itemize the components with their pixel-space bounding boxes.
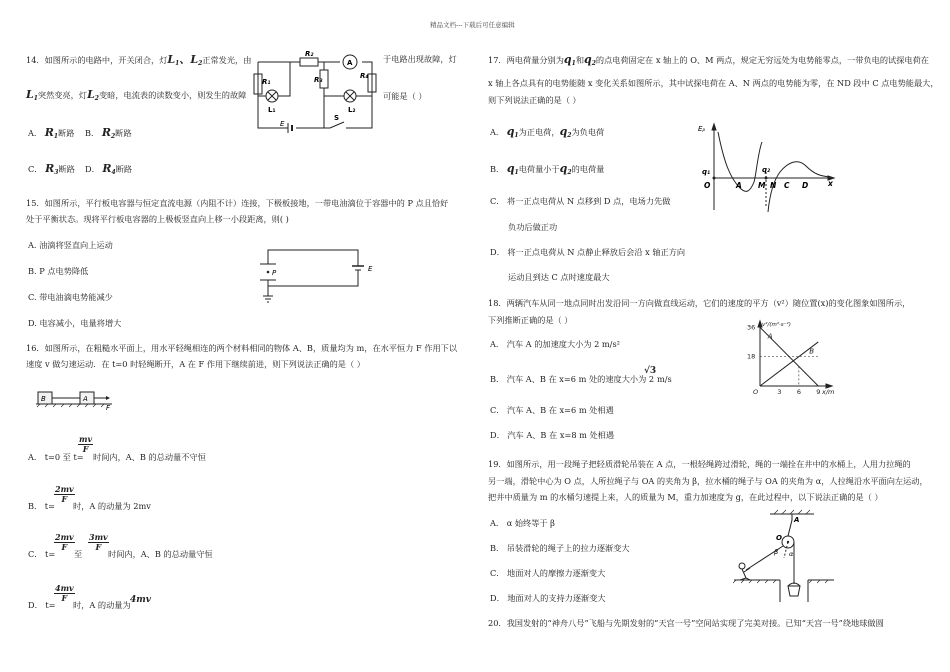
q17-option-a: A． $q_1$为正电荷，$q_2$为负电荷	[490, 125, 605, 139]
q15-option-d: D. 电容减小，电量将增大	[28, 318, 122, 328]
q16-option-c-mid: 至	[74, 549, 83, 559]
fig-label-e-15: E	[368, 265, 373, 273]
fig-label-b: B	[41, 395, 46, 403]
q16-option-a: A． t=0 至 t=	[28, 452, 84, 462]
q14-option-a: A． $R_1$断路	[28, 126, 75, 140]
q16-option-d-text: 时，A 的动量为	[73, 600, 131, 610]
fig-label-m: M	[758, 181, 766, 190]
series-label-a: A	[767, 332, 773, 341]
fig-label-r3: R₃	[314, 76, 323, 84]
q16-option-b-fraction: $\frac{2mv}{F}$	[55, 484, 74, 504]
fig-label-r4: R₄	[360, 72, 369, 80]
fig-label-l1: L₁	[268, 106, 276, 114]
q16-option-d: D． t=	[28, 600, 56, 610]
x-axis-label: x/m	[822, 388, 835, 396]
q17-option-c-line2: 负功后做正功	[508, 222, 558, 232]
q16-option-d-fraction: $\frac{4mv}{F}$	[55, 583, 74, 603]
q16-option-a-text: 时间内，A、B 的总动量不守恒	[93, 452, 206, 462]
q16-option-c-text: 时间内，A、B 的总动量守恒	[108, 549, 213, 559]
fig-label-p: P	[272, 269, 277, 277]
q14-line1: 14．如图所示的电路中，开关闭合，灯$L_1$、$L_2$正常发光，由	[26, 53, 252, 67]
q17-option-b: B． $q_1$电荷量小于$q_2$的电荷量	[490, 162, 605, 176]
fig-label-c: C	[784, 181, 790, 190]
q17-option-c-line1: C． 将一正点电荷从 N 点移到 D 点，电场力先做	[490, 196, 671, 206]
fig-label-a: A	[83, 395, 88, 403]
fig-label-d: D	[802, 181, 809, 190]
q19-line2: 另一端，滑轮中心为 O 点，人所拉绳子与 OA 的夹角为 β，拉水桶的绳子与 OA 的夹角为 α，人拉绳沿水平面向左运动，	[488, 476, 928, 486]
fig-label-l2: L₂	[348, 106, 356, 114]
q19-pulley-diagram	[730, 508, 840, 604]
page-header: 精品文档---下载后可任意编辑	[430, 21, 515, 29]
q18-line2: 下列推断正确的是（ ）	[488, 315, 573, 325]
q18-option-c: C． 汽车 A、B 在 x=6 m 处相遇	[490, 405, 614, 415]
origin-label: O	[753, 388, 759, 396]
fig-label-s: S	[334, 114, 340, 122]
fig-label-beta: β	[774, 548, 779, 556]
q15-option-b: B. P 点电势降低	[28, 266, 89, 276]
q14-line1-end: 于电路出现故障，灯	[383, 54, 457, 64]
fig-label-n: N	[770, 181, 777, 190]
q16-option-b-text: 时，A 的动量为 2mv	[73, 501, 151, 511]
q16-option-c: C． t=	[28, 549, 56, 559]
series-label-b: B	[809, 347, 815, 356]
q19-option-a: A． α 始终等于 β	[490, 518, 555, 528]
fig-label-ep: Eₚ	[698, 125, 706, 133]
q16-option-b: B． t=	[28, 501, 55, 511]
fig-label-r2: R₂	[305, 50, 314, 58]
fig-label-a17: A	[736, 181, 742, 190]
q17-option-d-line2: 运动且到达 C 点时速度最大	[508, 272, 610, 282]
q16-blocks-diagram	[36, 390, 116, 412]
q16-option-d-value: 4mv	[130, 595, 152, 605]
q14-circuit-diagram	[250, 48, 380, 136]
q18-option-d: D． 汽车 A、B 在 x=8 m 处相遇	[490, 430, 615, 440]
q16-option-a-fraction: $\frac{mv}{F}$	[79, 434, 93, 454]
q16-option-c-fraction2: $\frac{3mv}{F}$	[89, 532, 108, 552]
q17-line3: 则下列说法正确的是（ ）	[488, 95, 581, 105]
y-axis-label: v²/(m²·s⁻²)	[762, 322, 791, 328]
fig-label-alpha: α	[789, 550, 794, 558]
fig-label-ammeter: A	[347, 59, 353, 67]
q17-ep-graph	[700, 122, 840, 214]
q18-option-b-unit: m/s	[657, 374, 672, 384]
q14-option-d: D． $R_4$断路	[85, 162, 133, 176]
q15-option-c: C. 带电油滴电势能减少	[28, 292, 113, 302]
q14-option-b: B． $R_2$断路	[85, 126, 132, 140]
fig-label-o19: O	[776, 534, 782, 542]
q19-line3: 把井中质量为 m 的水桶匀速提上来，人的质量为 M，重力加速度为 g，在此过程中，以下说法正确的是（ ）	[488, 492, 883, 502]
q14-line2-end: 可能是（ ）	[383, 91, 427, 101]
q17-line2: x 轴上各点具有的电势能随 x 变化关系如图所示，其中试探电荷在 A、N 两点的电势能为零，在 ND 段中 C 点电势能最大，	[488, 78, 939, 88]
fig-label-q1: q₁	[702, 168, 711, 176]
q19-option-d: D． 地面对人的支持力逐渐变大	[490, 593, 606, 603]
fig-label-o: O	[704, 181, 711, 190]
q17-option-d-line1: D． 将一正点电荷从 N 点静止释放后会沿 x 轴正方向	[490, 247, 686, 257]
q20-line1: 20．我国发射的“神舟八号”飞船与先期发射的“天宫一号”空间站实现了完美对接。已知“天宫一号”绕地球做圆	[488, 618, 884, 628]
q15-line2: 处于平衡状态。现将平行板电容器的上极板竖直向上移一小段距离，则( )	[26, 214, 289, 224]
q14-option-c: C． $R_3$断路	[28, 162, 75, 176]
y-tick-label-18: 18	[747, 352, 756, 361]
q15-option-a: A. 油滴将竖直向上运动	[28, 240, 113, 250]
fig-label-x: x	[828, 179, 833, 188]
fig-label-f: F	[106, 404, 111, 412]
fig-label-q2: q₂	[762, 166, 771, 174]
q15-line1: 15．如图所示，平行板电容器与恒定直流电源（内阻不计）连接，下极板接地，一带电油滴位于容器中的 P 点且恰好	[26, 198, 449, 208]
q18-v2-x-chart	[740, 318, 840, 396]
x-tick-label-9: 9	[816, 388, 821, 396]
q15-capacitor-diagram	[258, 244, 378, 306]
x-tick-label-3: 3	[777, 388, 782, 396]
x-tick-label-6: 6	[796, 388, 801, 396]
fig-label-a19: A	[794, 516, 800, 524]
q14-line2: $L_1$突然变亮，灯$L_2$变暗，电流表的读数变小，则发生的故障	[26, 88, 247, 102]
q18-option-a: A． 汽车 A 的加速度大小为 2 m/s²	[490, 339, 620, 349]
q17-line1: 17．两电荷量分别为$q_1$和$q_2$的点电荷固定在 x 轴上的 O、M 两点，规定无穷远处为电势能零点，一带负电的试探电荷在	[488, 53, 929, 67]
y-tick-label-36: 36	[747, 323, 756, 332]
q19-option-b: B． 吊装滑轮的绳子上的拉力逐渐变大	[490, 543, 630, 553]
q18-line1: 18．两辆汽车从同一地点同时出发沿同一方向做直线运动，它们的速度的平方（v²）随位置(x)的变化图象如图所示，	[488, 298, 911, 308]
q18-option-b: B． 汽车 A、B 在 x=6 m 处的速度大小为 2	[490, 374, 655, 384]
q16-option-c-fraction1: $\frac{2mv}{F}$	[55, 532, 74, 552]
fig-label-e: E	[280, 120, 285, 128]
q19-option-c: C． 地面对人的摩擦力逐渐变大	[490, 568, 606, 578]
q16-line2: 速度 v 做匀速运动．在 t=0 时轻绳断开，A 在 F 作用下继续前进，则下列说法正确的是（ ）	[26, 359, 365, 369]
q16-line1: 16．如图所示，在粗糙水平面上，用水平轻绳相连的两个材料相同的物体 A、B，质量均为 m，在水平恒力 F 作用下以	[26, 343, 458, 353]
q19-line1: 19．如图所示，用一段绳子把轻质滑轮吊装在 A 点，一根轻绳跨过滑轮，绳的一端拴在井中的水桶上，人用力拉绳的	[488, 459, 911, 469]
fig-label-r1: R₁	[262, 78, 271, 86]
q18-option-b-radical: √3	[644, 366, 657, 376]
